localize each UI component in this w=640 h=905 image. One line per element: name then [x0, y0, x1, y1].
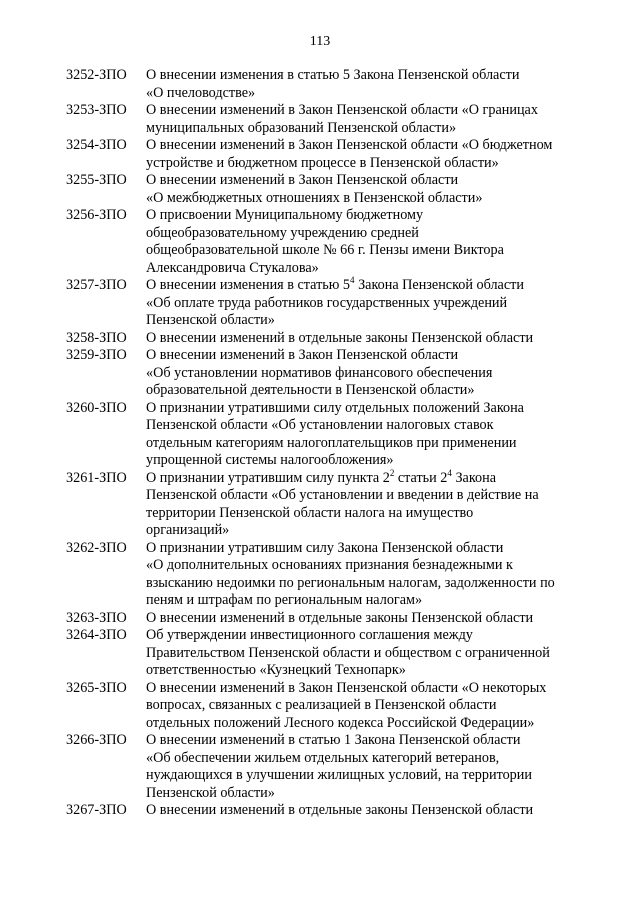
law-title-line: О признании утратившими силу отдельных положений Закона — [146, 399, 524, 416]
law-entry — [66, 732, 586, 802]
law-code: 3264-ЗПО — [66, 627, 127, 643]
law-title-line: О внесении изменений в отдельные законы Пензенской области — [146, 609, 534, 626]
law-title-line: «О дополнительных основаниях признания безнадежными к — [146, 557, 513, 573]
law-code: 3257-ЗПО — [66, 277, 127, 293]
law-entry — [66, 207, 586, 277]
law-title-line: Пензенской области» — [146, 784, 275, 801]
law-title-line: О внесении изменений в Закон Пензенской области «О бюджетном — [146, 137, 553, 153]
law-title — [146, 467, 586, 540]
law-title-line: муниципальных образований Пензенской области» — [146, 119, 457, 136]
law-entry — [66, 467, 586, 540]
law-title-line: Пензенской области» — [146, 312, 275, 328]
law-entry — [66, 67, 586, 102]
law-title-line: ответственностью «Кузнецкий Технопарк» — [146, 662, 406, 678]
law-title-line: О признании утратившим силу пункта $2^2$ статьи $2^4$ Закона — [146, 467, 496, 486]
law-entry — [66, 330, 586, 348]
law-title-line: О присвоении Муниципальному бюджетному — [146, 207, 424, 223]
law-title-line: образовательной деятельности в Пензенской области» — [146, 382, 475, 398]
law-title — [146, 102, 586, 137]
law-entry — [66, 347, 586, 400]
superscript: 4 — [350, 275, 355, 285]
law-entry — [66, 277, 586, 330]
law-title — [146, 67, 586, 102]
law-title-line: взысканию недоимки по региональным налогам, задолженности по — [146, 574, 555, 591]
law-title-line: О внесении изменений в Закон Пензенской области «О границах — [146, 102, 538, 118]
law-title-line: «Об установлении нормативов финансового обеспечения — [146, 364, 493, 381]
law-title-line: О внесении изменений в Закон Пензенской области — [146, 172, 459, 188]
superscript: 2 — [389, 467, 395, 478]
law-code: 3262-ЗПО — [66, 539, 127, 556]
law-code: 3256-ЗПО — [66, 207, 127, 223]
law-code: 3254-ЗПО — [66, 137, 127, 153]
law-code: 3258-ЗПО — [66, 329, 127, 346]
law-entry — [66, 540, 586, 610]
law-code: 3255-ЗПО — [66, 172, 127, 188]
law-title-line: пеням и штрафам по региональным налогам» — [146, 592, 423, 608]
law-title — [146, 540, 586, 610]
law-title — [146, 137, 586, 172]
page-number: 113 — [309, 34, 331, 49]
law-entry — [66, 400, 586, 470]
law-title-line: «О межбюджетных отношениях в Пензенской области» — [146, 189, 483, 206]
law-title-line: О внесении изменений в отдельные законы Пензенской области — [146, 802, 534, 818]
law-title-line: О внесении изменений в Закон Пензенской области «О некоторых — [146, 679, 547, 696]
law-title-line: «Об обеспечении жильем отдельных категорий ветеранов, — [146, 749, 500, 766]
law-code: 3259-ЗПО — [66, 347, 127, 363]
law-title-line: О признании утратившим силу Закона Пензенской области — [146, 539, 504, 556]
law-title-line: упрощенной системы налогообложения» — [146, 452, 394, 468]
law-code: 3263-ЗПО — [66, 609, 127, 626]
law-title-line: территории Пензенской области налога на имущество — [146, 504, 474, 521]
law-title — [146, 277, 586, 330]
law-title-line: Пензенской области «Об установлении налоговых ставок — [146, 417, 494, 433]
law-title-line: вопросах, связанных с реализацией в Пензенской области — [146, 697, 497, 713]
law-entry — [66, 610, 586, 628]
law-title-line: О внесении изменений в статью 1 Закона Пензенской области — [146, 732, 521, 748]
superscript: 4 — [447, 467, 452, 478]
law-title — [146, 347, 586, 400]
law-title-line: «О пчеловодстве» — [146, 84, 256, 101]
law-title-line: Правительством Пензенской области и обществом с ограниченной — [146, 644, 550, 661]
law-entry — [66, 137, 586, 172]
law-code: 3267-ЗПО — [66, 802, 127, 818]
law-title-line: отдельным категориям налогоплательщиков при применении — [146, 434, 517, 451]
law-code: 3260-ЗПО — [66, 399, 127, 416]
law-title — [146, 610, 586, 628]
law-code: 3252-ЗПО — [66, 67, 127, 83]
law-code: 3261-ЗПО — [66, 469, 127, 486]
law-list — [66, 67, 586, 820]
law-title — [146, 207, 586, 277]
law-title-line: О внесении изменения в статью 5 Закона Пензенской области — [146, 67, 520, 83]
law-title — [146, 802, 586, 820]
law-title-line: отдельных положений Лесного кодекса Российской Федерации» — [146, 714, 535, 731]
law-title — [146, 680, 586, 733]
law-title-line: О внесении изменений в Закон Пензенской области — [146, 347, 459, 363]
law-title-line: общеобразовательной школе № 66 г. Пензы имени Виктора — [146, 242, 504, 258]
law-title-line: общеобразовательному учреждению средней — [146, 224, 419, 241]
law-entry — [66, 802, 586, 820]
law-title — [146, 400, 586, 470]
law-title — [146, 330, 586, 348]
law-title-line: «Об оплате труда работников государственных учреждений — [146, 294, 508, 311]
law-title-line: О внесении изменения в статью $5^4$ Закона Пензенской области — [146, 275, 524, 293]
law-title-line: О внесении изменений в отдельные законы Пензенской области — [146, 329, 534, 346]
law-title-line: Александровича Стукалова» — [146, 259, 319, 276]
law-entry — [66, 172, 586, 207]
law-title — [146, 627, 586, 680]
law-code: 3266-ЗПО — [66, 732, 127, 748]
law-entry — [66, 627, 586, 680]
law-title — [146, 172, 586, 207]
law-code: 3265-ЗПО — [66, 679, 127, 696]
law-title-line: нуждающихся в улучшении жилищных условий, на территории — [146, 767, 532, 783]
law-title-line: устройстве и бюджетном процессе в Пензенской области» — [146, 154, 499, 171]
law-entry — [66, 680, 586, 733]
law-title-line: организаций» — [146, 522, 230, 538]
law-title-line: Пензенской области «Об установлении и введении в действие на — [146, 487, 539, 503]
law-entry — [66, 102, 586, 137]
law-title — [146, 732, 586, 802]
law-title-line: Об утверждении инвестиционного соглашения между — [146, 627, 473, 643]
law-code: 3253-ЗПО — [66, 102, 127, 118]
